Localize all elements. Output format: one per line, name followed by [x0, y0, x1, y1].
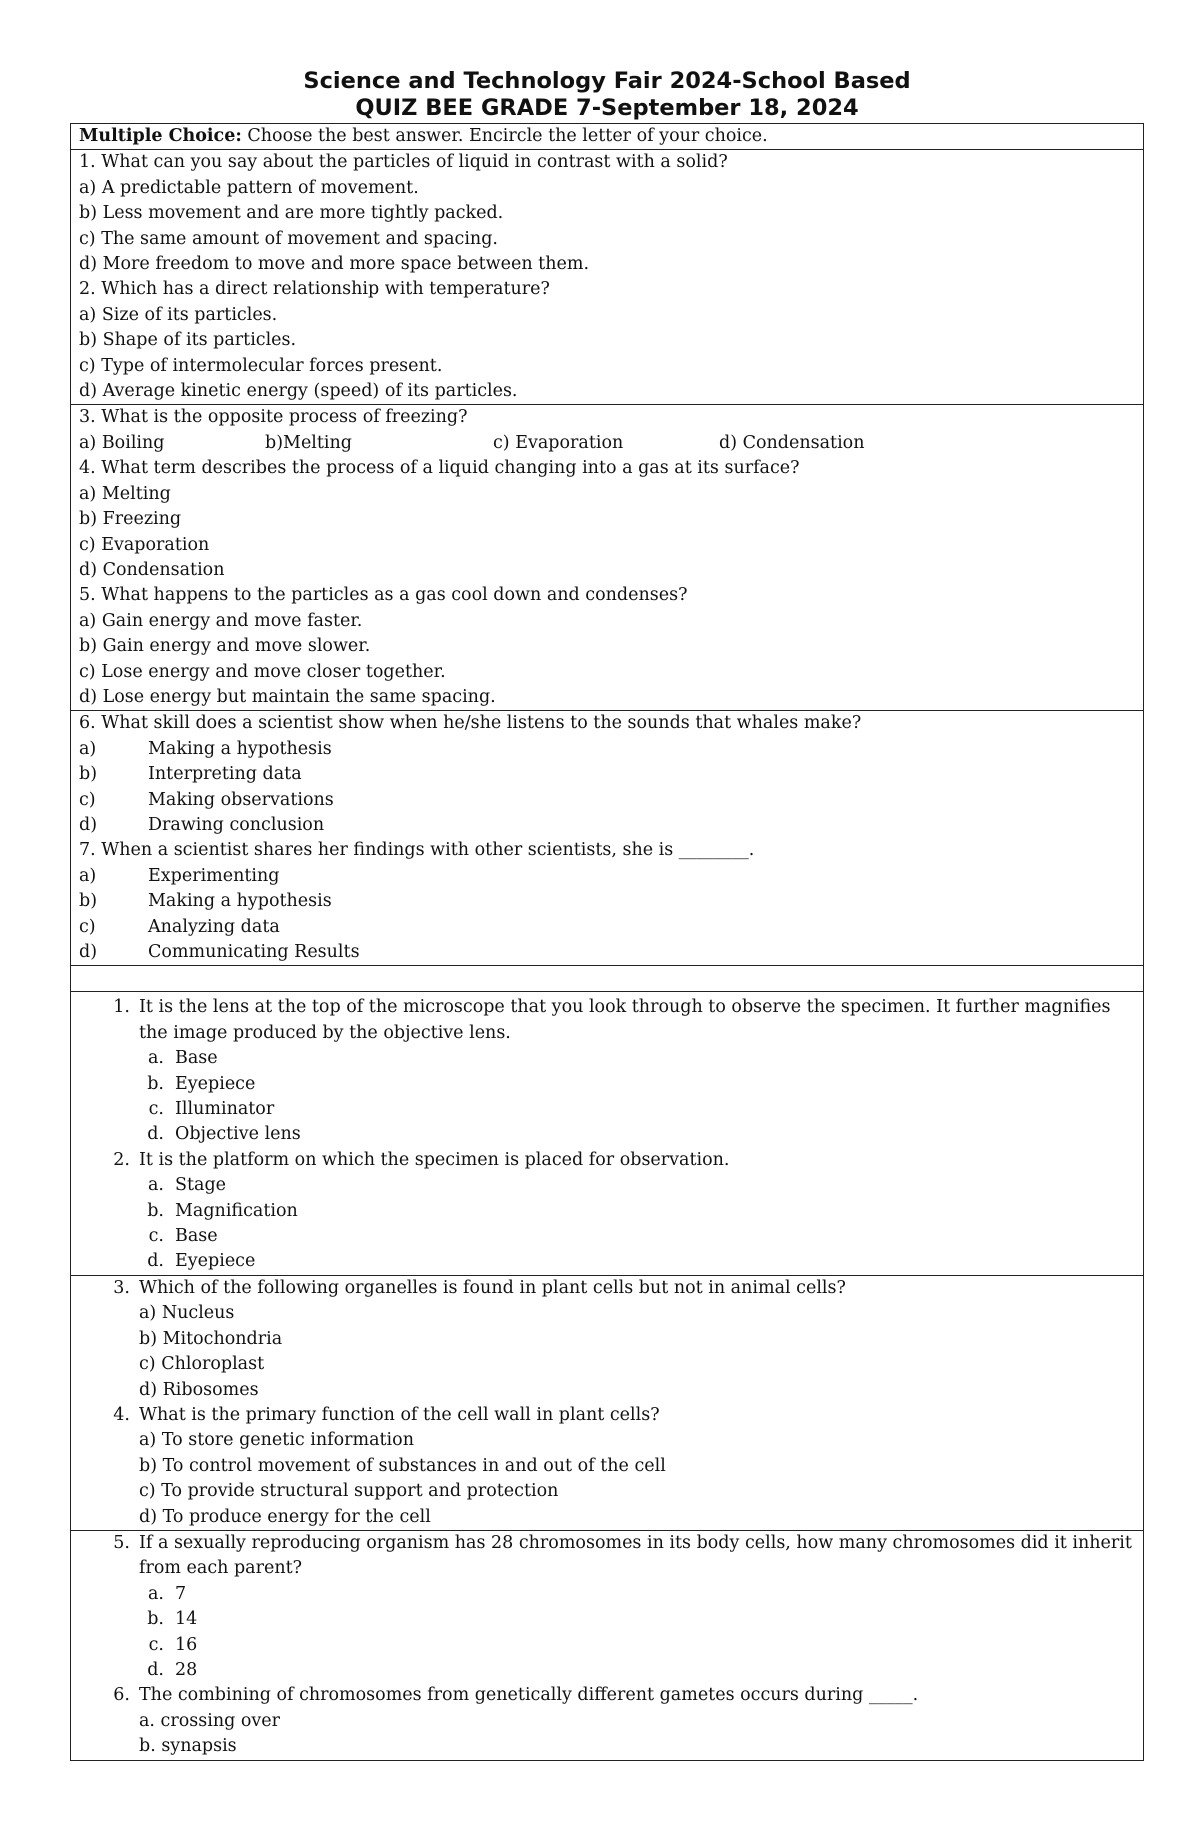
p2-option-5a[interactable]: a. 7: [148, 1583, 187, 1604]
option-6c[interactable]: c) Making observations: [79, 789, 334, 810]
p2-question-6: 6. The combining of chromosomes from genetically different gametes occurs during _____.: [113, 1685, 919, 1706]
p2-option-2c[interactable]: c. Base: [148, 1226, 218, 1247]
option-3b[interactable]: b)Melting: [265, 432, 353, 453]
p2-option-2d[interactable]: d. Eyepiece: [147, 1251, 256, 1272]
options-3: [79, 431, 1135, 456]
option-1c[interactable]: c) The same amount of movement and spacing.: [79, 228, 498, 249]
option-5b[interactable]: b) Gain energy and move slower.: [79, 636, 371, 657]
p2-option-5b[interactable]: b. 14: [147, 1609, 198, 1630]
section-q6-q7: [71, 711, 1144, 966]
p2-option-3b[interactable]: b) Mitochondria: [139, 1328, 283, 1349]
option-5a[interactable]: a) Gain energy and move faster.: [79, 610, 363, 631]
option-2d[interactable]: d) Average kinetic energy (speed) of its particles.: [79, 381, 518, 402]
p2-option-6a[interactable]: a. crossing over: [139, 1710, 280, 1731]
section-q1-q2: [71, 150, 1144, 405]
option-6a[interactable]: a) Making a hypothesis: [79, 738, 332, 759]
option-4a[interactable]: a) Melting: [79, 483, 171, 504]
option-2a[interactable]: a) Size of its particles.: [79, 304, 278, 325]
p2-question-3: 3. Which of the following organelles is found in plant cells but not in animal cells?: [113, 1277, 846, 1298]
instructions: [79, 124, 1135, 149]
option-6b[interactable]: b) Interpreting data: [79, 764, 302, 785]
question-7: 7. When a scientist shares her findings with other scientists, she is ________.: [79, 840, 755, 861]
quiz-table: [70, 123, 1144, 1761]
p2-option-5d[interactable]: d. 28: [147, 1659, 198, 1680]
p2-question-4: 4. What is the primary function of the cell wall in plant cells?: [113, 1404, 660, 1425]
p2-option-1a[interactable]: a. Base: [148, 1048, 218, 1069]
p2-option-1b[interactable]: b. Eyepiece: [147, 1073, 256, 1094]
instructions-row: [71, 124, 1144, 150]
p2-option-4b[interactable]: b) To control movement of substances in and out of the cell: [139, 1455, 666, 1476]
option-7a[interactable]: a) Experimenting: [79, 865, 280, 886]
option-5d[interactable]: d) Lose energy but maintain the same spacing.: [79, 686, 496, 707]
option-7d[interactable]: d) Communicating Results: [79, 942, 360, 962]
p2-question-1: 1. It is the lens at the top of the microscope that you look through to observe the specimen. It further magnifies the image produced by the objective lens.: [113, 997, 1111, 1043]
p2-question-5: 5. If a sexually reproducing organism has 28 chromosomes in its body cells, how many chromosomes did it inherit from each parent?: [113, 1532, 1132, 1579]
p2-option-4d[interactable]: d) To produce energy for the cell: [139, 1506, 431, 1527]
option-2b[interactable]: b) Shape of its particles.: [79, 330, 297, 351]
question-2: 2. Which has a direct relationship with temperature?: [79, 279, 550, 300]
title-line-1: Science and Technology Fair 2024-School Based: [303, 68, 911, 94]
section-p2-q5-q6: [71, 1530, 1144, 1760]
question-4: 4. What term describes the process of a liquid changing into a gas at its surface?: [79, 458, 800, 479]
option-3a[interactable]: a) Boiling: [79, 432, 165, 453]
p2-option-4a[interactable]: a) To store genetic information: [139, 1430, 414, 1451]
p2-option-4c[interactable]: c) To provide structural support and protection: [139, 1481, 559, 1502]
option-1a[interactable]: a) A predictable pattern of movement.: [79, 177, 419, 198]
option-2c[interactable]: c) Type of intermolecular forces present.: [79, 355, 443, 376]
instructions-text: Choose the best answer. Encircle the letter of your choice.: [241, 126, 768, 146]
p2-option-1d[interactable]: d. Objective lens: [147, 1124, 301, 1145]
p2-option-3c[interactable]: c) Chloroplast: [139, 1354, 265, 1375]
title-line-2: QUIZ BEE GRADE 7-September 18, 2024: [355, 95, 859, 121]
p2-option-2a[interactable]: a. Stage: [148, 1175, 227, 1196]
option-3d[interactable]: d) Condensation: [719, 432, 865, 453]
blank-row: [71, 966, 1144, 992]
p2-option-5c[interactable]: c. 16: [148, 1634, 198, 1655]
option-1b[interactable]: b) Less movement and are more tightly packed.: [79, 203, 504, 224]
option-4d[interactable]: d) Condensation: [79, 559, 225, 580]
p2-option-3d[interactable]: d) Ribosomes: [139, 1379, 259, 1400]
quiz-page: [70, 68, 1144, 1761]
p2-option-2b[interactable]: b. Magnification: [147, 1200, 298, 1221]
section-p2-q1-q2: [71, 992, 1144, 1275]
option-3c[interactable]: c) Evaporation: [493, 432, 624, 453]
p2-option-1c[interactable]: c. Illuminator: [148, 1099, 275, 1120]
option-7b[interactable]: b) Making a hypothesis: [79, 891, 332, 912]
option-4b[interactable]: b) Freezing: [79, 509, 182, 530]
question-5: 5. What happens to the particles as a gas cool down and condenses?: [79, 585, 688, 606]
instructions-label: Multiple Choice:: [79, 126, 242, 146]
option-7c[interactable]: c) Analyzing data: [79, 916, 280, 937]
option-1d[interactable]: d) More freedom to move and more space between them.: [79, 254, 590, 275]
option-5c[interactable]: c) Lose energy and move closer together.: [79, 661, 446, 682]
p2-option-6b[interactable]: b. synapsis: [139, 1736, 237, 1757]
question-6: 6. What skill does a scientist show when he/she listens to the sounds that whales make?: [79, 713, 862, 734]
option-6d[interactable]: d) Drawing conclusion: [79, 814, 325, 835]
p2-question-2: 2. It is the platform on which the specimen is placed for observation.: [113, 1149, 730, 1170]
option-4c[interactable]: c) Evaporation: [79, 534, 210, 555]
question-1: 1. What can you say about the particles of liquid in contrast with a solid?: [79, 152, 728, 173]
section-p2-q3-q4: [71, 1275, 1144, 1530]
question-3: 3. What is the opposite process of freezing?: [79, 407, 468, 428]
section-q3-q5: [71, 405, 1144, 711]
p2-option-3a[interactable]: a) Nucleus: [139, 1303, 235, 1324]
